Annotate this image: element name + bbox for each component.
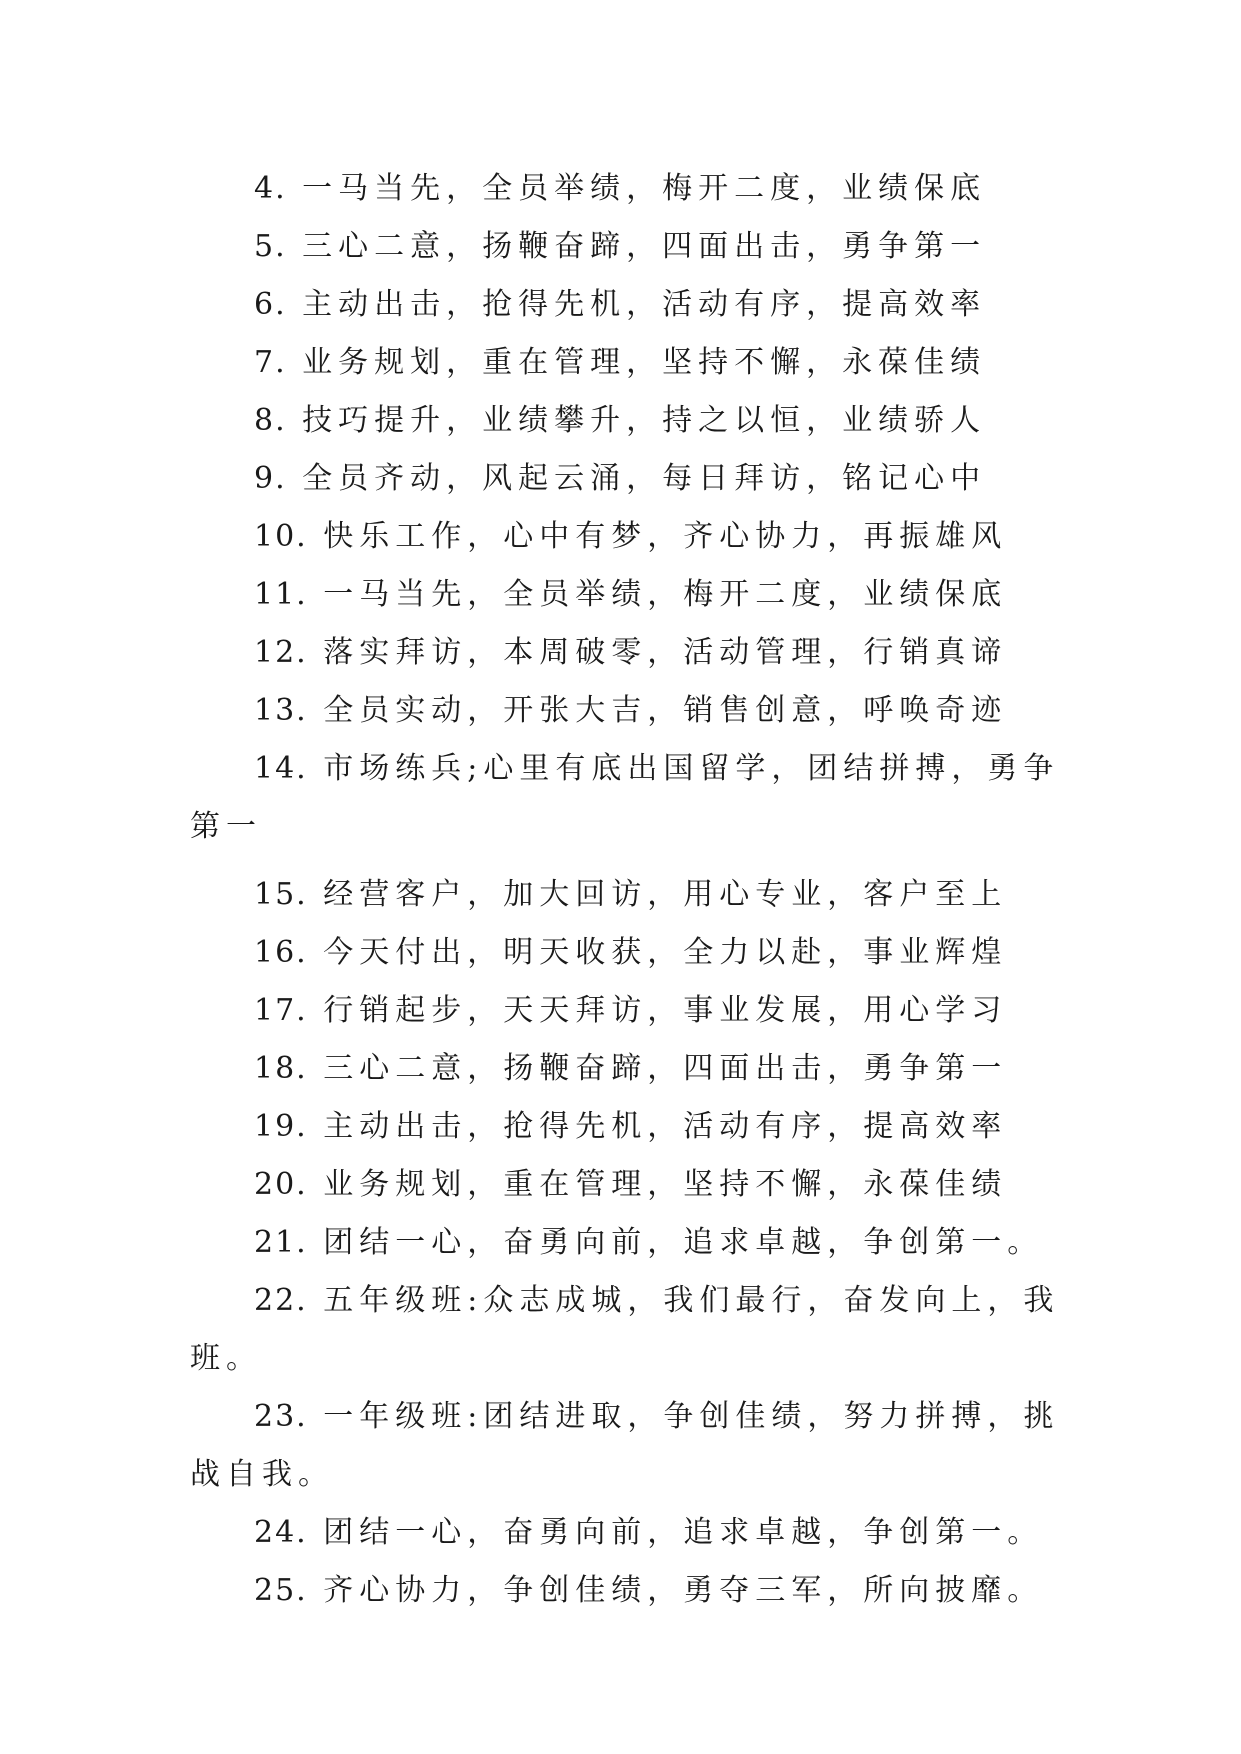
item-number: 19. bbox=[254, 1109, 308, 1144]
item-text: 齐心协力，争创佳绩，勇夺三军，所向披靡。 bbox=[323, 1573, 1044, 1608]
item-text: 一马当先，全员举绩，梅开二度，业绩保底 bbox=[302, 171, 987, 206]
item-text: 业务规划，重在管理，坚持不懈，永葆佳绩 bbox=[302, 345, 987, 380]
item-number: 25. bbox=[254, 1573, 308, 1608]
item-number: 14. bbox=[254, 751, 308, 786]
item-number: 11. bbox=[254, 577, 308, 612]
item-number: 18. bbox=[254, 1051, 308, 1086]
list-item bbox=[190, 1562, 1060, 1620]
item-number: 10. bbox=[254, 519, 308, 554]
list-item bbox=[190, 1272, 1060, 1388]
item-number: 20. bbox=[254, 1167, 308, 1202]
item-number: 5. bbox=[254, 229, 287, 264]
item-number: 9. bbox=[254, 461, 287, 496]
item-number: 15. bbox=[254, 877, 308, 912]
item-number: 6. bbox=[254, 287, 287, 322]
item-number: 16. bbox=[254, 935, 308, 970]
slogan-list bbox=[190, 160, 1060, 1620]
list-item bbox=[190, 392, 1060, 450]
item-text: 快乐工作，心中有梦，齐心协力，再振雄风 bbox=[323, 519, 1008, 554]
list-item bbox=[190, 218, 1060, 276]
item-text: 一年级班:团结进取，争创佳绩，努力拼搏，挑战自我。 bbox=[190, 1399, 1060, 1492]
item-text: 行销起步，天天拜访，事业发展，用心学习 bbox=[323, 993, 1008, 1028]
item-number: 23. bbox=[254, 1399, 308, 1434]
item-text: 一马当先，全员举绩，梅开二度，业绩保底 bbox=[323, 577, 1008, 612]
item-text: 技巧提升，业绩攀升，持之以恒，业绩骄人 bbox=[302, 403, 987, 438]
item-text: 三心二意，扬鞭奋蹄，四面出击，勇争第一 bbox=[302, 229, 987, 264]
list-item bbox=[190, 1214, 1060, 1272]
item-text: 团结一心，奋勇向前，追求卓越，争创第一。 bbox=[323, 1225, 1044, 1260]
item-text: 落实拜访，本周破零，活动管理，行销真谛 bbox=[323, 635, 1008, 670]
list-item bbox=[190, 508, 1060, 566]
item-number: 4. bbox=[254, 171, 287, 206]
item-text: 主动出击，抢得先机，活动有序，提高效率 bbox=[302, 287, 987, 322]
item-number: 7. bbox=[254, 345, 287, 380]
item-text: 市场练兵;心里有底出国留学，团结拼搏，勇争第一 bbox=[190, 751, 1060, 844]
list-item bbox=[190, 982, 1060, 1040]
item-text: 五年级班:众志成城，我们最行，奋发向上，我班。 bbox=[190, 1283, 1060, 1376]
list-item bbox=[190, 450, 1060, 508]
list-item bbox=[190, 276, 1060, 334]
item-number: 22. bbox=[254, 1283, 308, 1318]
list-item bbox=[190, 1388, 1060, 1504]
item-text: 三心二意，扬鞭奋蹄，四面出击，勇争第一 bbox=[323, 1051, 1008, 1086]
item-text: 全员实动，开张大吉，销售创意，呼唤奇迹 bbox=[323, 693, 1008, 728]
list-item bbox=[190, 1504, 1060, 1562]
item-text: 经营客户，加大回访，用心专业，客户至上 bbox=[323, 877, 1008, 912]
item-text: 全员齐动，风起云涌，每日拜访，铭记心中 bbox=[302, 461, 987, 496]
list-item bbox=[190, 334, 1060, 392]
item-number: 12. bbox=[254, 635, 308, 670]
item-text: 今天付出，明天收获，全力以赴，事业辉煌 bbox=[323, 935, 1008, 970]
list-item bbox=[190, 740, 1060, 856]
list-item bbox=[190, 1098, 1060, 1156]
item-number: 21. bbox=[254, 1225, 308, 1260]
list-item bbox=[190, 160, 1060, 218]
list-item bbox=[190, 682, 1060, 740]
item-number: 8. bbox=[254, 403, 287, 438]
item-text: 团结一心，奋勇向前，追求卓越，争创第一。 bbox=[323, 1515, 1044, 1550]
list-item bbox=[190, 624, 1060, 682]
list-item bbox=[190, 1156, 1060, 1214]
item-text: 主动出击，抢得先机，活动有序，提高效率 bbox=[323, 1109, 1008, 1144]
list-item bbox=[190, 566, 1060, 624]
item-number: 13. bbox=[254, 693, 308, 728]
item-text: 业务规划，重在管理，坚持不懈，永葆佳绩 bbox=[323, 1167, 1008, 1202]
item-number: 24. bbox=[254, 1515, 308, 1550]
list-item bbox=[190, 1040, 1060, 1098]
list-item bbox=[190, 866, 1060, 924]
list-item bbox=[190, 924, 1060, 982]
item-number: 17. bbox=[254, 993, 308, 1028]
